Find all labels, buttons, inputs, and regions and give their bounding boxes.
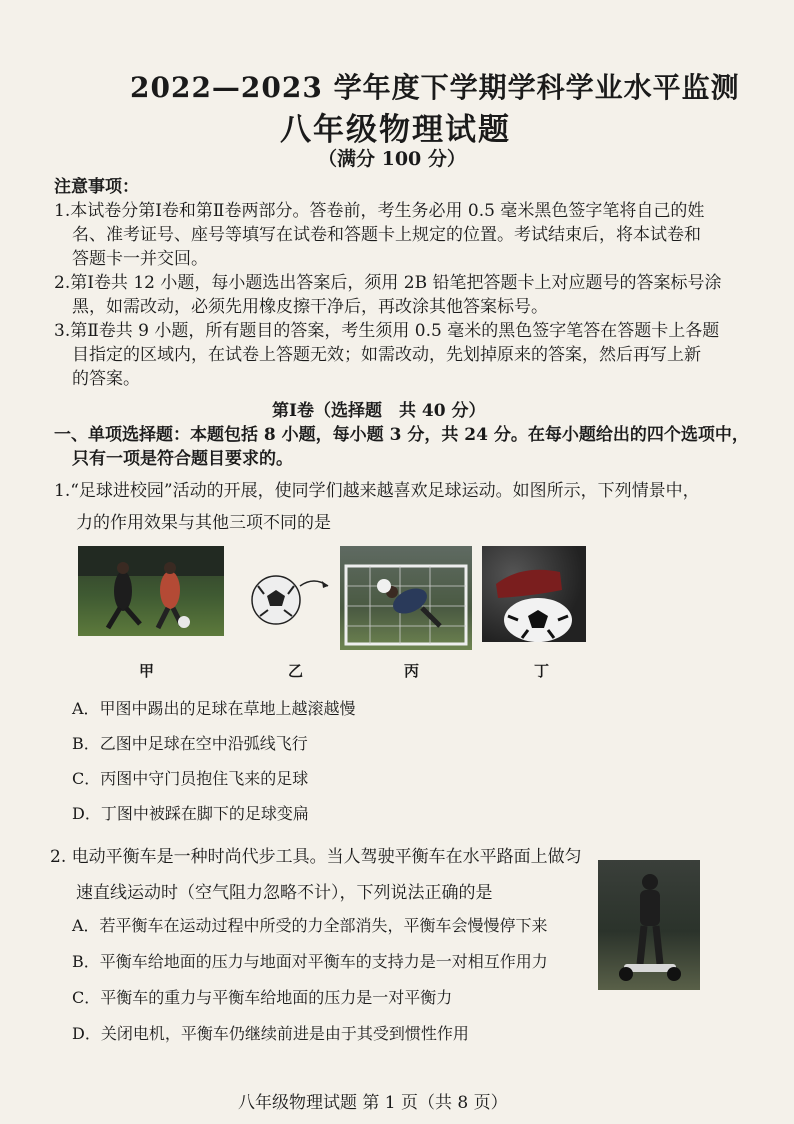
notes-line: 目指定的区域内，在试卷上答题无效；如需改动，先划掉原来的答案，然后再写上新 <box>72 345 701 365</box>
page-footer: 八年级物理试题 第 1 页（共 8 页） <box>238 1093 508 1113</box>
notes-heading: 注意事项： <box>54 177 139 197</box>
part1-heading: 第Ⅰ卷（选择题 共 40 分） <box>272 401 486 421</box>
notes-line: 黑，如需改动，必须先用橡皮擦干净后，再改涂其他答案标号。 <box>72 297 548 317</box>
q1-option-a: A．甲图中踢出的足球在草地上越滚越慢 <box>72 699 356 718</box>
figure-caption-ding: 丁 <box>534 662 550 680</box>
figure-yi <box>250 572 336 628</box>
q2-stem: 2. 电动平衡车是一种时尚代步工具。当人驾驶平衡车在水平路面上做匀 <box>50 847 582 867</box>
notes-line: 2.第Ⅰ卷共 12 小题，每小题选出答案后，须用 2B 铅笔把答题卡上对应题号的答案标号涂 <box>54 273 722 293</box>
q2-option-d: D．关闭电机，平衡车仍继续前进是由于其受到惯性作用 <box>72 1024 469 1043</box>
q2-stem-cont: 速直线运动时（空气阻力忽略不计），下列说法正确的是 <box>76 883 493 903</box>
q1-option-d: D．丁图中被踩在脚下的足球变扁 <box>72 804 309 823</box>
q1-option-b: B．乙图中足球在空中沿弧线飞行 <box>72 734 308 753</box>
q1-stem: 1.“足球进校园”活动的开展，使同学们越来越喜欢足球运动。如图所示，下列情景中， <box>54 481 700 501</box>
section-heading-cont: 只有一项是符合题目要求的。 <box>72 449 293 469</box>
exam-title: 2022—2023 学年度下学期学科学业水平监测 <box>130 71 740 104</box>
figure-jia <box>78 546 224 636</box>
full-score: （满分 100 分） <box>318 148 466 170</box>
figure-ding <box>482 546 586 642</box>
q1-stem-cont: 力的作用效果与其他三项不同的是 <box>76 513 331 533</box>
figure-caption-jia: 甲 <box>139 662 155 680</box>
q1-option-c: C．丙图中守门员抱住飞来的足球 <box>72 769 309 788</box>
notes-line: 1.本试卷分第Ⅰ卷和第Ⅱ卷两部分。答卷前，考生务必用 0.5 毫米黑色签字笔将自己的姓 <box>54 201 705 221</box>
exam-subtitle: 八年级物理试题 <box>280 112 511 148</box>
notes-line: 答题卡一并交回。 <box>72 249 208 269</box>
figure-caption-yi: 乙 <box>288 662 304 680</box>
notes-line: 的答案。 <box>72 369 140 389</box>
figure-balance-scooter <box>598 860 700 990</box>
figure-bing <box>340 546 472 650</box>
notes-line: 名、准考证号、座号等填写在试卷和答题卡上规定的位置。考试结束后，将本试卷和 <box>72 225 701 245</box>
figure-caption-bing: 丙 <box>404 662 420 680</box>
q2-option-b: B．平衡车给地面的压力与地面对平衡车的支持力是一对相互作用力 <box>72 952 548 971</box>
q2-option-a: A．若平衡车在运动过程中所受的力全部消失，平衡车会慢慢停下来 <box>72 916 548 935</box>
section-heading: 一、单项选择题：本题包括 8 小题，每小题 3 分，共 24 分。在每小题给出的四个选项中， <box>54 425 749 445</box>
notes-line: 3.第Ⅱ卷共 9 小题，所有题目的答案，考生须用 0.5 毫米的黑色签字笔答在答题卡上各题 <box>54 321 720 341</box>
q2-option-c: C．平衡车的重力与平衡车给地面的压力是一对平衡力 <box>72 988 453 1007</box>
